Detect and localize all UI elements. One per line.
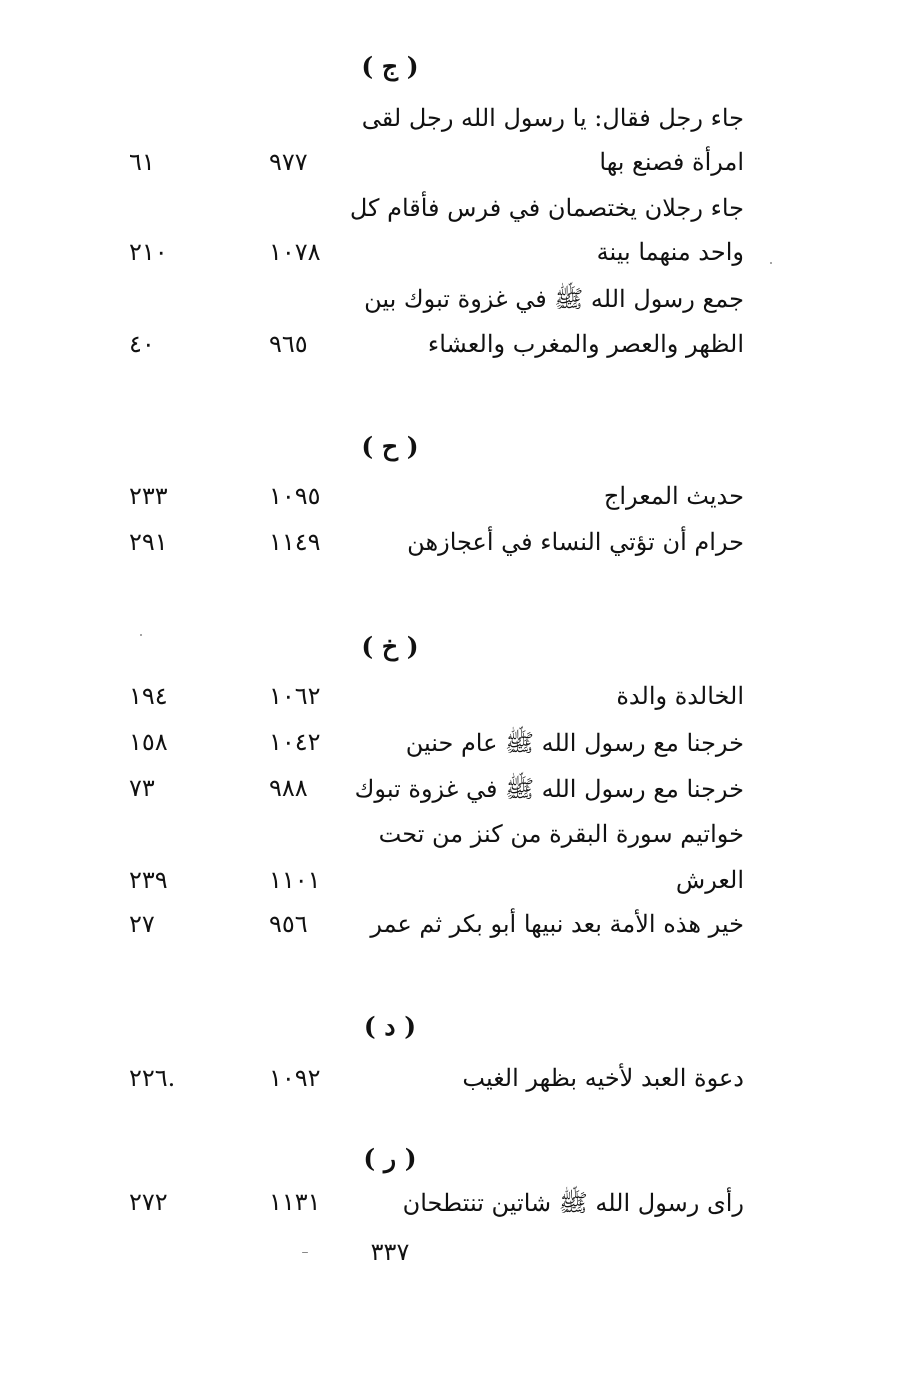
entry-text: جاء رجلان يختصمان في فرس فأقام كل [349,194,744,222]
hadith-number: ٩٥٦ [269,910,308,938]
page-reference: ١٩٤ [129,682,168,710]
scan-speck [770,262,772,264]
entry-text: الظهر والعصر والمغرب والعشاء [427,330,744,358]
hadith-number: ١١٣١ [269,1188,321,1216]
entry-text: امرأة فصنع بها [599,148,744,176]
page-reference: ٦١ [129,148,155,176]
page-reference: ١٥٨ [129,728,168,756]
hadith-number: ١١٠١ [269,866,321,894]
page-number: ٣٣٧ [370,1238,410,1266]
entry-text: حرام أن تؤتي النساء في أعجازهن [407,528,744,556]
entry-text: رأى رسول الله ﷺ شاتين تنتطحان [402,1189,744,1217]
page-reference: ٢٣٩ [129,866,168,894]
hadith-number: ٩٧٧ [269,148,308,176]
entry-text: العرش [675,866,744,894]
page-reference: ٢٣٣ [129,482,168,510]
page-reference: ٢٩١ [129,528,168,556]
entry-text: دعوة العبد لأخيه بظهر الغيب [462,1064,744,1092]
hadith-number: ١٠٩٢ [269,1064,321,1092]
page-reference: ٢٧ [129,910,155,938]
page-reference: ٧٣ [129,774,155,802]
hadith-number: ٩٨٨ [269,774,308,802]
section-heading-jim: ( ج ) [361,52,419,81]
hadith-number: ١٠٧٨ [269,238,321,266]
entry-text: خرجنا مع رسول الله ﷺ في غزوة تبوك [354,775,744,803]
entry-text: واحد منهما بينة [596,238,744,266]
entry-text: حديث المعراج [603,482,744,510]
scan-speck [302,1252,308,1253]
page-reference: ٢٧٢ [129,1188,168,1216]
section-heading-ra: ( ر ) [363,1144,417,1173]
section-heading-dal: ( د ) [363,1012,417,1041]
hadith-number: ١١٤٩ [269,528,321,556]
scan-speck [140,634,142,636]
page-reference: .٢٢٦ [129,1064,176,1092]
section-heading-kha: ( خ ) [361,632,419,661]
entry-text: خرجنا مع رسول الله ﷺ عام حنين [405,729,744,757]
entry-text: خواتيم سورة البقرة من كنز من تحت [378,820,744,848]
hadith-number: ١٠٤٢ [269,728,321,756]
entry-text: جمع رسول الله ﷺ في غزوة تبوك بين [364,285,744,313]
page-reference: ٢١٠ [129,238,168,266]
entry-text: الخالدة والدة [616,682,744,710]
entry-text: جاء رجل فقال: يا رسول الله رجل لقى [361,104,744,132]
section-heading-ha: ( ح ) [361,432,419,461]
hadith-number: ٩٦٥ [269,330,308,358]
page-reference: ٤٠ [129,330,155,358]
entry-text: خير هذه الأمة بعد نبيها أبو بكر ثم عمر [370,910,744,938]
hadith-number: ١٠٩٥ [269,482,321,510]
hadith-number: ١٠٦٢ [269,682,321,710]
